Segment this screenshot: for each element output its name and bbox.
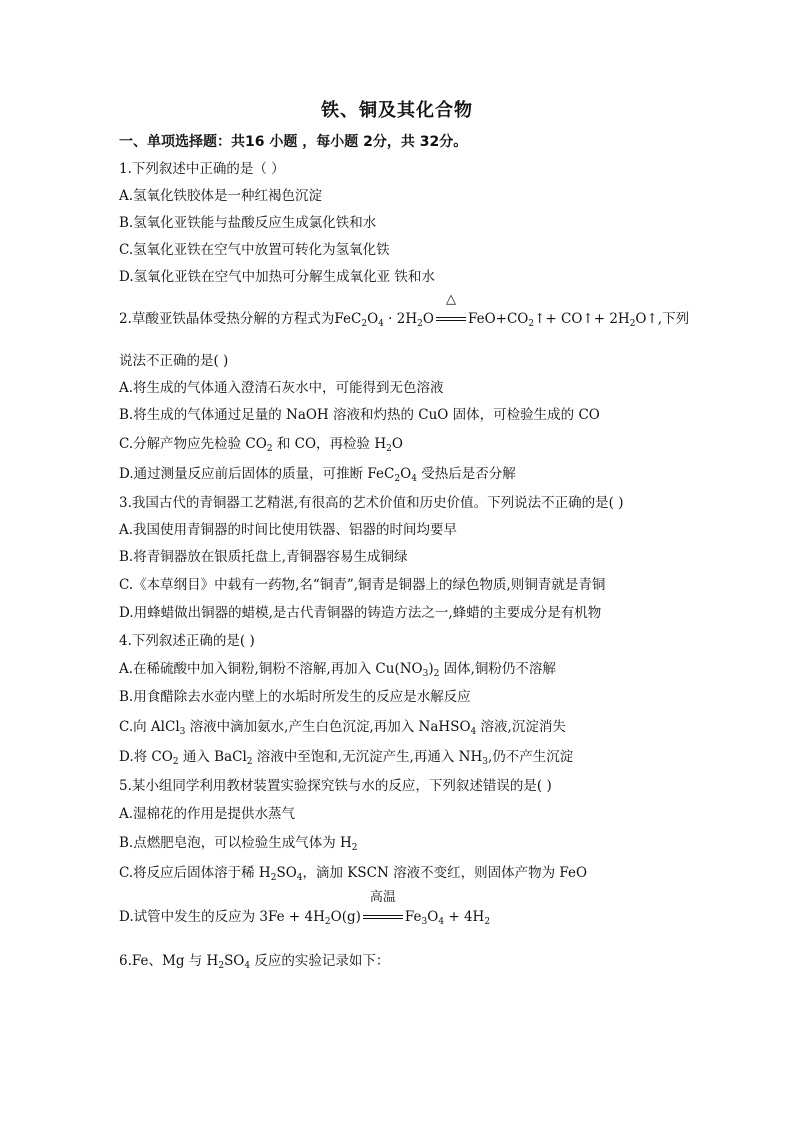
q4-option-b: B.用食醋除去水壶内壁上的水垢时所发生的反应是水解反应 (119, 689, 471, 705)
q5-option-c: C.将反应后固体溶于稀 $H_2SO_4$，滴加 KSCN 溶液不变红，则固体产物为 FeO (119, 865, 588, 883)
q5-option-d: D.试管中发生的反应为 $3Fe + 4H_2O(g)$ 高温 $Fe_3O_4 + 4H_2$ (119, 890, 491, 927)
q4-option-a: A.在稀硫酸中加入铜粉,铜粉不溶解,再加入 $Cu(NO_3)_2$ 固体,铜粉仍不溶解 (119, 661, 556, 679)
q2-option-c: C.分解产物应先检验 $CO_2$ 和 CO，再检验 $H_2O$ (119, 436, 403, 454)
q1-option-a: A.氢氧化铁胶体是一种红褐色沉淀 (119, 188, 323, 204)
q3-option-d: D.用蜂蜡做出铜器的蜡模,是古代青铜器的铸造方法之一,蜂蜡的主要成分是有机物 (119, 605, 602, 621)
q3-stem: 3.我国古代的青铜器工艺精湛,有很高的艺术价值和历史价值。下列说法不正确的是( ) (119, 495, 624, 511)
reaction-condition-arrow: △ (436, 310, 466, 328)
q3-option-b: B.将青铜器放在银质托盘上,青铜器容易生成铜绿 (119, 549, 408, 565)
q4-option-d: D.将 $CO_2$ 通入 BaCl$_2$ 溶液中至饱和,无沉淀产生,再通入 $NH_3$,仍不产生沉淀 (119, 749, 574, 767)
q2-option-d: D.通过测量反应前后固体的质量，可推断 $FeC_2O_4$ 受热后是否分解 (119, 466, 516, 484)
q1-option-b: B.氢氧化亚铁能与盐酸反应生成氯化铁和水 (119, 215, 377, 231)
q6-stem: 6.Fe、Mg 与 $H_2SO_4$ 反应的实验记录如下： (119, 953, 390, 971)
q5-option-a: A.湿棉花的作用是提供水蒸气 (119, 806, 296, 822)
q4-stem: 4.下列叙述正确的是( ) (119, 633, 255, 649)
reaction-condition-arrow: 高温 (363, 908, 403, 926)
q5-option-b: B.点燃肥皂泡，可以检验生成气体为 $H_2$ (119, 835, 358, 853)
q2-option-a: A.将生成的气体通入澄清石灰水中，可能得到无色溶液 (119, 380, 444, 396)
q1-option-c: C.氢氧化亚铁在空气中放置可转化为氢氧化铁 (119, 242, 390, 258)
q4-option-c: C.向 AlCl$_3$ 溶液中滴加氨水,产生白色沉淀,再加入 NaHSO$_4$ 溶液,沉淀消失 (119, 719, 566, 737)
document-title: 铁、铜及其化合物 (321, 100, 473, 121)
section-heading: 一、单项选择题：共16 小题 ，每小题 2分，共 32分。 (119, 134, 468, 150)
q1-option-d: D.氢氧化亚铁在空气中加热可分解生成氧化亚 铁和水 (119, 269, 435, 285)
q3-option-c: C.《本草纲目》中载有一药物,名“铜青”,铜青是铜器上的绿色物质,则铜青就是青铜 (119, 577, 606, 593)
q1-stem: 1.下列叙述中正确的是（ ） (119, 161, 285, 177)
q2-stem-continued: 说法不正确的是( ) (119, 353, 229, 369)
q2-stem: 2.草酸亚铁晶体受热分解的方程式为$FeC_2O_4 \cdot 2H_2O$ △ $FeO+CO_2↑+$ CO↑+ $2H_2O↑$,下列 (119, 292, 690, 329)
q3-option-a: A.我国使用青铜器的时间比使用铁器、铝器的时间均要早 (119, 522, 458, 538)
q2-option-b: B.将生成的气体通过足量的 NaOH 溶液和灼热的 CuO 固体，可检验生成的 CO (119, 407, 600, 423)
q5-stem: 5.某小组同学利用教材装置实验探究铁与水的反应，下列叙述错误的是( ) (119, 778, 552, 794)
